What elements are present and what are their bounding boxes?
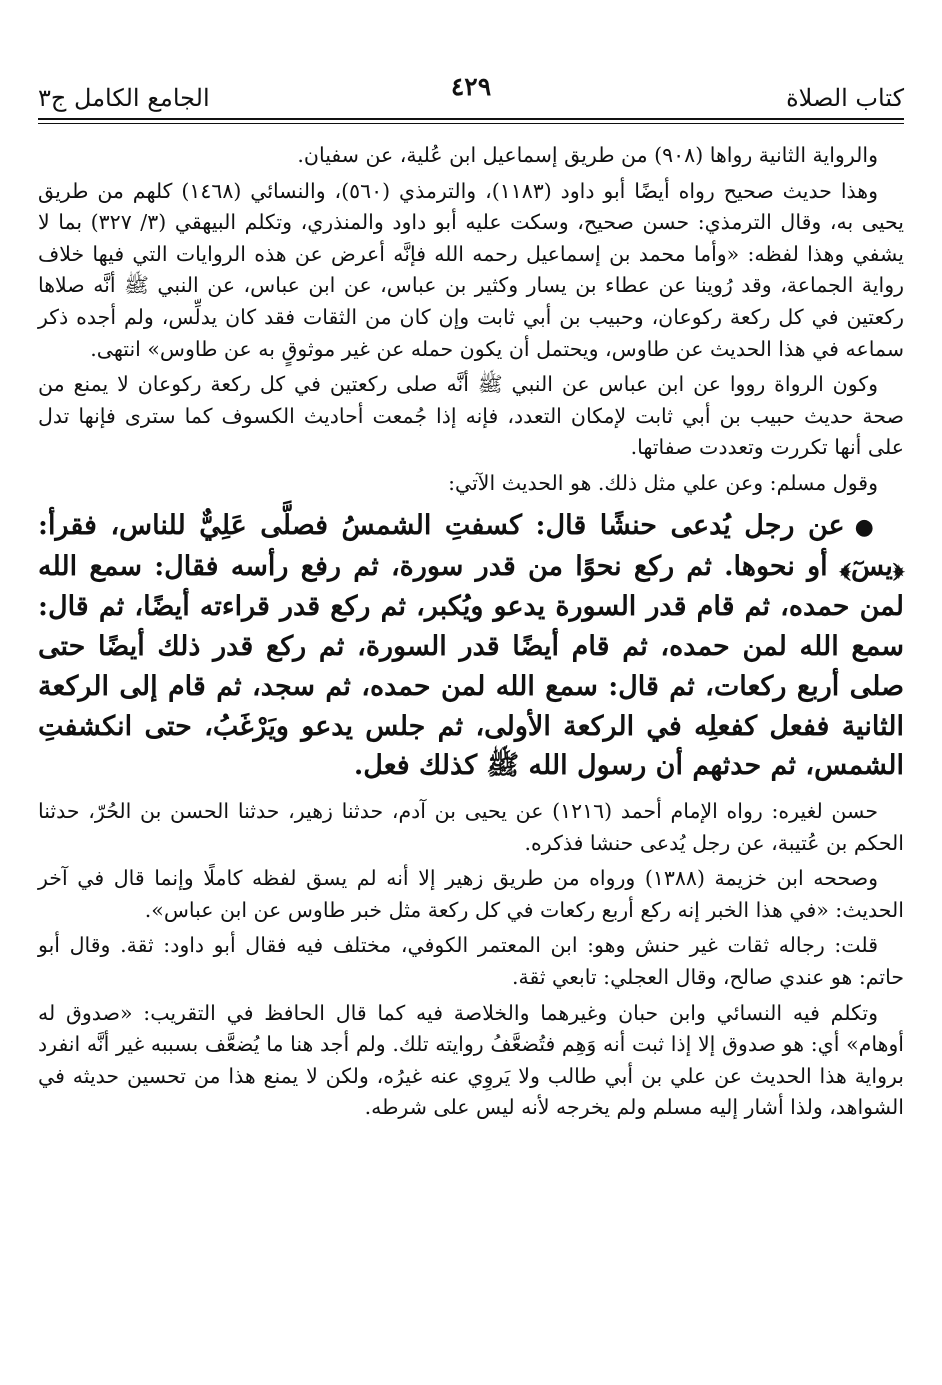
chapter-title: كتاب الصلاة [786, 84, 904, 112]
paragraph: وكون الرواة رووا عن ابن عباس عن النبي ﷺ أنَّه صلى ركعتين في كل ركعة ركوعان لا يمنع من صحة حديث حبيب بن أبي ثابت لإمكان التعدد، فإنه إذا جُمعت أحاديث الكسوف كما سترى فإنها تدل على أنها تكررت وتعددت صفاتها. [38, 372, 904, 460]
paragraph: قلت: رجاله ثقات غير حنش وهو: ابن المعتمر الكوفي، مختلف فيه فقال أبو داود: ثقة. وقال أبو حاتم: هو عندي صالح، وقال العجلي: تابعي ثقة. [38, 933, 904, 990]
paragraph: حسن لغيره: رواه الإمام أحمد (١٢١٦) عن يحيى بن آدم، حدثنا زهير، حدثنا الحسن بن الحُرّ، حدثنا الحكم بن عُتيبة، عن رجل يُدعى حنشا فذكره. [38, 799, 904, 855]
page-body [38, 140, 904, 1128]
paragraph: وقول مسلم: وعن علي مثل ذلك. هو الحديث الآتي: [448, 470, 878, 495]
paragraph: وتكلم فيه النسائي وابن حبان وغيرهما والخلاصة فيه كما قال الحافظ في التقريب: «صدوق له أوهام» أي: هو صدوق إلا إذا ثبت أنه وَهِم فتُضعَّفُ روايته تلك. ولم أجد هنا ما يُضعَّف بسببه غير أنَّه انفرد برواية هذا الحديث عن علي بن أبي طالب ولا يَروِي عنه غيرُه، ولكن لا يمنع هذا من تحسين حديثه في الشواهد، ولذا أشار إليه مسلم ولم يخرجه لأنه ليس على شرطه. [38, 1000, 904, 1120]
running-header [38, 68, 904, 112]
page-number: ٤٢٩ [450, 72, 492, 101]
paragraph: والرواية الثانية رواها (٩٠٨) من طريق إسماعيل ابن عُلية، عن سفيان. [297, 143, 878, 167]
header-rule-thick [38, 118, 904, 120]
hadith-text: عن رجل يُدعى حنشًا قال: كسفتِ الشمسُ فصلَّى عَلِيٌّ للناس، فقرأ: ﴿يسٓ﴾ أو نحوها. ثم ركع نحوًا من قدر سورة، ثم رفع رأسه فقال: سمع الله لمن حمده، ثم قام قدر السورة يدعو ويُكبر، ثم ركع قدر قراءته أيضًا، ثم قال: سمع الله لمن حمده، ثم قام أيضًا قدر السورة، ثم ركع قدر ذلك أيضًا حتى صلى أربع ركعات، ثم قال: سمع الله لمن حمده، ثم سجد، ثم قام إلى الركعة الثانية ففعل كفعلِه في الركعة الأولى، ثم جلس يدعو ويَرْغَبُ، حتى انكشفتِ الشمس، ثم حدثهم أن رسول الله ﷺ كذلك فعل. [38, 509, 904, 782]
page [38, 0, 904, 1385]
bullet-icon: ● [854, 513, 878, 540]
paragraph: وهذا حديث صحيح رواه أيضًا أبو داود (١١٨٣)، والترمذي (٥٦٠)، والنسائي (١٤٦٨) كلهم من طريق يحيى به، وقال الترمذي: حسن صحيح، وسكت عليه أبو داود والمنذري، وتكلم البيهقي (٣/ ٣٢٧) بما لا يشفي وهذا لفظه: «وأما محمد بن إسماعيل رحمه الله فإنَّه أعرض عن هذه الروايات التي فيها خلاف رواية الجماعة، وقد رُوينا عن عطاء بن يسار وكثير بن عباس، عن ابن عباس، عن النبي ﷺ أنَّه صلاها ركعتين في كل ركعة ركوعان، وحبيب بن أبي ثابت وإن كان من الثقات فقد كان يدلِّس، ولم أجده ذكر سماعه في هذا الحديث عن طاوس، ويحتمل أن يكون حمله عن غير موثوقٍ به عن طاوس» انتهى. [38, 178, 904, 361]
hadith-text-block [38, 506, 904, 787]
header-rule-thin [38, 123, 904, 124]
paragraph: وصححه ابن خزيمة (١٣٨٨) ورواه من طريق زهير إلا أنه لم يسق لفظه كاملًا وإنما قال في آخر الحديث: «في هذا الخبر إنه ركع أربع ركعات في كل ركعة مثل خبر طاوس عن ابن عباس». [38, 866, 904, 922]
book-title: الجامع الكامل ج٣ [38, 84, 210, 112]
